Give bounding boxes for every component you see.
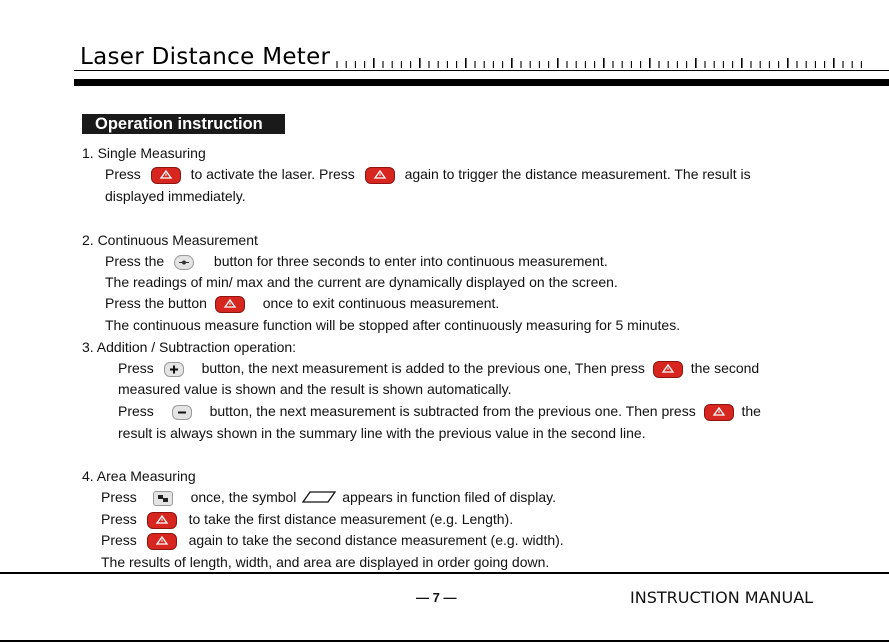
item-3-line-4 bbox=[118, 424, 646, 442]
header-ruler bbox=[336, 58, 863, 68]
text-three-seconds: button for three seconds to enter into continuous measurement. bbox=[213, 253, 608, 269]
text-press-the-button: Press the button bbox=[105, 295, 207, 311]
item-2-line-3 bbox=[105, 294, 499, 313]
measure-button-icon bbox=[653, 361, 683, 378]
plus-button-icon bbox=[164, 362, 184, 377]
minus-button-icon bbox=[172, 405, 192, 420]
item-4-line-4 bbox=[101, 553, 549, 571]
text-press: Press bbox=[118, 360, 154, 376]
text-measured-value: measured value is shown and the result is shown automatically. bbox=[118, 381, 512, 397]
text-press: Press bbox=[118, 403, 154, 419]
text-first-measurement: to take the first distance measurement (e.g. Length). bbox=[188, 511, 514, 527]
text-press: Press bbox=[101, 532, 137, 548]
item-1-line-1 bbox=[105, 165, 751, 184]
section-heading: Operation instruction bbox=[82, 114, 285, 134]
text-displayed: displayed immediately. bbox=[105, 188, 246, 204]
text-activate: to activate the laser. Press bbox=[190, 166, 355, 182]
item-3-title bbox=[82, 338, 296, 356]
item-2-line-4 bbox=[105, 316, 680, 334]
text-press: Press bbox=[101, 489, 137, 505]
parallelogram-symbol-icon bbox=[302, 489, 336, 507]
text-the-second: the second bbox=[690, 360, 760, 376]
text-press: Press bbox=[105, 166, 141, 182]
item-3-line-2 bbox=[118, 380, 512, 398]
item-2-line-2 bbox=[105, 273, 618, 291]
footer-bottom-rule bbox=[0, 640, 889, 642]
item-2-line-1 bbox=[105, 252, 608, 270]
measure-button-icon bbox=[215, 296, 245, 313]
item-3-line-3 bbox=[118, 402, 761, 421]
text-added: button, the next measurement is added to the previous one, Then press bbox=[201, 360, 645, 376]
footer-rule bbox=[0, 572, 889, 574]
item-3-title-text: 3. Addition / Subtraction operation: bbox=[82, 339, 297, 355]
page-title: Laser Distance Meter bbox=[80, 44, 331, 70]
text-the: the bbox=[741, 403, 761, 419]
item-4-title bbox=[82, 467, 196, 485]
text-summary-line: result is always shown in the summary line with the previous value in the second line. bbox=[118, 425, 646, 441]
text-second-measurement: again to take the second distance measurement (e.g. width). bbox=[188, 532, 564, 548]
page-number: — 7 — bbox=[416, 590, 457, 605]
item-4-line-2 bbox=[101, 510, 513, 529]
item-1-title bbox=[82, 144, 206, 162]
text-stopped: The continuous measure function will be stopped after continuously measuring for 5 minutes. bbox=[105, 317, 681, 333]
text-readings: The readings of min/ max and the current are dynamically displayed on the screen. bbox=[105, 274, 618, 290]
item-3-line-1 bbox=[118, 359, 759, 378]
measure-button-icon bbox=[147, 512, 177, 529]
text-press-the: Press the bbox=[105, 253, 165, 269]
text-press: Press bbox=[101, 511, 137, 527]
measure-button-icon bbox=[704, 404, 734, 421]
item-2-title-text: 2. Continuous Measurement bbox=[82, 232, 258, 248]
manual-label: INSTRUCTION MANUAL bbox=[630, 588, 814, 607]
item-4-line-3 bbox=[101, 531, 564, 550]
area-button-icon bbox=[153, 491, 173, 506]
item-2-title bbox=[82, 231, 258, 249]
item-4-title-text: 4. Area Measuring bbox=[82, 468, 196, 484]
item-1-title-text: 1. Single Measuring bbox=[82, 145, 206, 161]
continuous-button-icon bbox=[174, 255, 194, 270]
text-results: The results of length, width, and area are displayed in order going down. bbox=[101, 554, 550, 570]
measure-button-icon bbox=[365, 167, 395, 184]
header-rule-thick bbox=[74, 79, 889, 86]
text-appears: appears in function filed of display. bbox=[342, 489, 556, 505]
text-trigger: again to trigger the distance measurement. The result is bbox=[404, 166, 751, 182]
text-once-symbol: once, the symbol bbox=[190, 489, 297, 505]
item-1-line-2 bbox=[105, 187, 246, 205]
text-exit: once to exit continuous measurement. bbox=[262, 295, 500, 311]
item-4-line-1 bbox=[101, 488, 556, 507]
measure-button-icon bbox=[147, 533, 177, 550]
text-subtracted: button, the next measurement is subtracted from the previous one. Then press bbox=[209, 403, 696, 419]
header-rule-thin bbox=[74, 70, 889, 71]
measure-button-icon bbox=[151, 167, 181, 184]
